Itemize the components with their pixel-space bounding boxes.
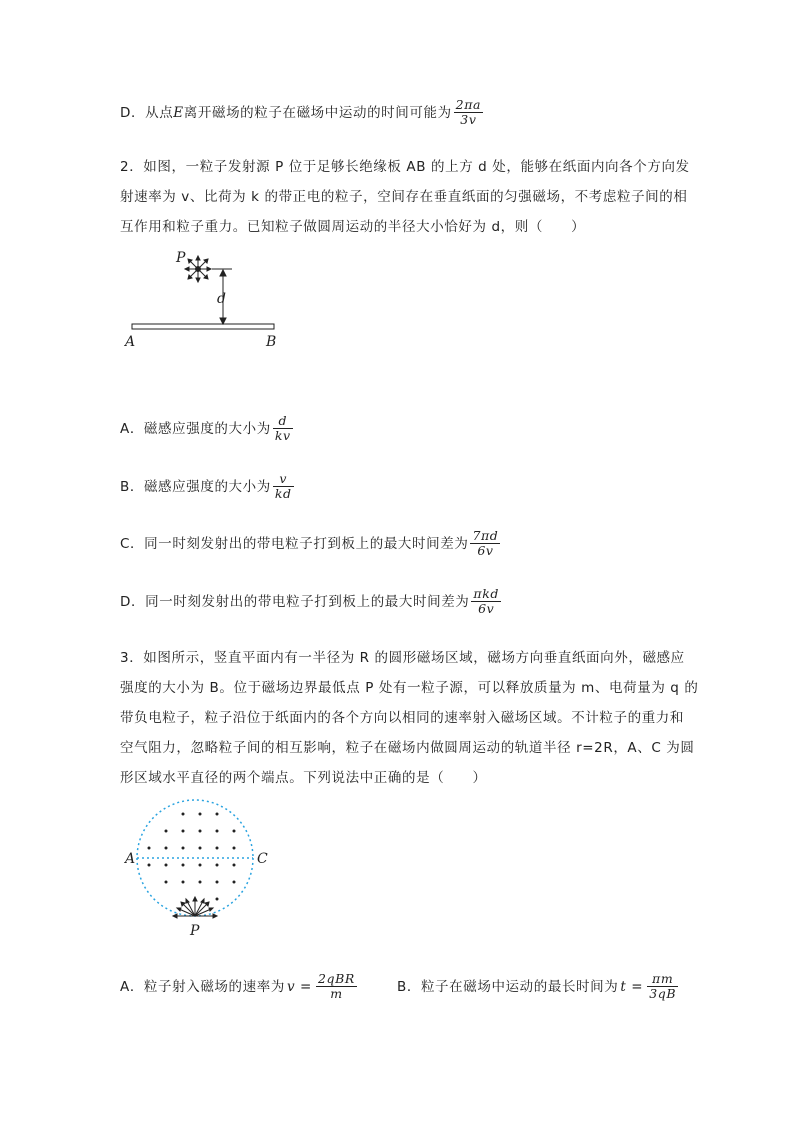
label-a: A <box>125 334 136 350</box>
field-dot <box>165 847 168 850</box>
q2-option-d: D．同一时刻发射出的带电粒子打到板上的最大时间差为 $\frac{\text{πkd}}{6v}$ <box>120 586 499 617</box>
field-dot <box>233 830 236 833</box>
field-dot <box>216 813 219 816</box>
label-p: P <box>190 923 200 939</box>
fraction: $\frac{7\pi d}{6v}$ <box>472 528 499 559</box>
field-dot <box>216 830 219 833</box>
fraction: $\frac{2\pi a}{3v}$ <box>455 97 482 128</box>
field-dot <box>199 830 202 833</box>
particle-source-p <box>185 256 211 282</box>
label-c: C <box>257 851 268 867</box>
field-dot <box>165 881 168 884</box>
q3-stem-line-2: 强度的大小为 B。位于磁场边界最低点 P 处有一粒子源，可以释放质量为 m、电荷量为 q 的 <box>120 680 699 696</box>
q2-stem-line-3: 互作用和粒子重力。已知粒子做圆周运动的半径大小恰好为 d，则（ ） <box>120 219 586 235</box>
field-dot <box>199 813 202 816</box>
q3-option-b: B．粒子在磁场中运动的最长时间为 t = $\frac{\pi m}{3qB}$ <box>397 971 677 1002</box>
fraction: $\frac{\text{πkd}}{6v}$ <box>473 586 499 617</box>
field-dot <box>233 847 236 850</box>
label-p: P <box>176 250 186 266</box>
field-dot <box>182 813 185 816</box>
q2-stem-line-1: 2．如图，一粒子发射源 P 位于足够长绝缘板 AB 的上方 d 处，能够在纸面内向各个方向发 <box>120 159 690 175</box>
field-dot <box>216 864 219 867</box>
label-d: d <box>217 291 226 307</box>
field-dot <box>182 864 185 867</box>
insulating-board-ab <box>132 324 274 329</box>
label-b: B <box>266 334 277 350</box>
field-dot <box>165 864 168 867</box>
q2-option-b: B．磁感应强度的大小为 $\frac{v}{kd}$ <box>120 471 292 502</box>
field-dot <box>216 881 219 884</box>
field-dot <box>182 881 185 884</box>
field-dots <box>148 813 236 901</box>
q2-option-a: A．磁感应强度的大小为 $\frac{d}{kv}$ <box>120 413 291 444</box>
q2-option-c: C．同一时刻发射出的带电粒子打到板上的最大时间差为 $\frac{7\pi d}{6v}$ <box>120 528 499 559</box>
q1-option-d: D．从点E离开磁场的粒子在磁场中运动的时间可能为 $\frac{2\pi a}{3v}$ <box>120 97 482 128</box>
field-dot <box>199 881 202 884</box>
q3-stem-line-4: 空气阻力，忽略粒子间的相互影响，粒子在磁场内做圆周运动的轨道半径 r=2R，A、C 为圆 <box>120 740 695 756</box>
field-dot <box>182 847 185 850</box>
field-dot <box>182 830 185 833</box>
q2-figure <box>120 245 290 355</box>
fraction: $\frac{d}{kv}$ <box>274 413 291 444</box>
field-dot <box>233 881 236 884</box>
field-dot <box>216 847 219 850</box>
q3-stem-line-3: 带负电粒子，粒子沿位于纸面内的各个方向以相同的速率射入磁场区域。不计粒子的重力和 <box>120 710 684 726</box>
field-dot <box>148 864 151 867</box>
field-dot <box>165 830 168 833</box>
field-dot <box>199 864 202 867</box>
field-dot <box>199 847 202 850</box>
field-dot <box>148 847 151 850</box>
fraction: $\frac{\text{2qBR}}{m}$ <box>317 971 355 1002</box>
fraction: $\frac{v}{kd}$ <box>274 471 292 502</box>
q2-stem-line-2: 射速率为 v、比荷为 k 的带正电的粒子，空间存在垂直纸面的匀强磁场，不考虑粒子间的相 <box>120 189 688 205</box>
q3-stem-line-5: 形区域水平直径的两个端点。下列说法中正确的是（ ） <box>120 770 487 786</box>
field-dot <box>216 898 219 901</box>
field-dot <box>233 864 236 867</box>
particle-source-p <box>173 897 217 918</box>
q3-option-a: A．粒子射入磁场的速率为 v = $\frac{\text{2qBR}}{m}$ <box>120 971 355 1002</box>
label-a: A <box>125 851 136 867</box>
q3-stem-line-1: 3．如图所示，竖直平面内有一半径为 R 的圆形磁场区域，磁场方向垂直纸面向外，磁感应 <box>120 650 685 666</box>
fraction: $\frac{\pi m}{3qB}$ <box>649 971 677 1002</box>
q3-figure <box>120 795 280 945</box>
